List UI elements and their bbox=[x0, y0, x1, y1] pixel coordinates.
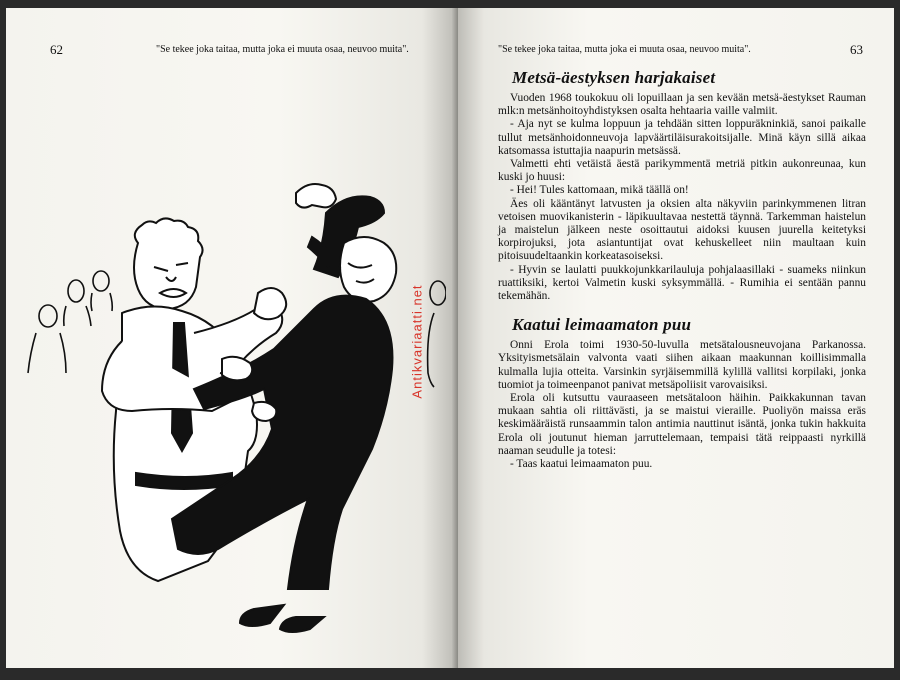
paragraph: Vuoden 1968 toukokuu oli lopuillaan ja sen kevään metsä-äestykset Rauman mlk:n metsänhoitoyhdistyksen osalta hehtaaria vaille valmiit. bbox=[498, 92, 866, 118]
paragraph: - Taas kaatui leimaamaton puu. bbox=[510, 458, 653, 471]
article-content bbox=[498, 68, 866, 471]
paragraph: Onni Erola toimi 1930-50-luvulla metsätalousneuvojana Parkanossa. Yksityismetsälain valvonta vaati siihen aikaan maakunnan koillisimmalla kulmalla lujia otteita. Varsinkin syrjäisemmillä kylillä vallitsi korpilaki, jonka tuomiot ja toimeenpanot panivat metsäpoliisit varovaisiksi. bbox=[498, 339, 866, 391]
right-page bbox=[458, 8, 894, 668]
left-page bbox=[6, 8, 458, 668]
page-number-left: 62 bbox=[50, 42, 63, 57]
paragraph: - Hei! Tules kattomaan, mikä täällä on! bbox=[510, 184, 689, 197]
watermark-text: Antikvariaatti.net bbox=[409, 284, 425, 399]
paragraph: - Aja nyt se kulma loppuun ja tehdään sitten loppuräkninkiä, sanoi paikalle tullut metsänhoidonneuvoja lapväärtiläisurakoitsijalle. Minä käyn sillä aikaa katsomassa istuttajia naapurin metsässä. bbox=[498, 118, 866, 157]
paragraph: Äes oli kääntänyt latvusten ja oksien alta näkyviin parinkymmenen litran vetoisen muovikanisterin - läpikuultavaa nestettä täynnä. Tarkemman haistelun ja maistelun jälkeen neste osoittautui aidoksi kuusen juurella keitetyksi korpirojuksi, jota asiantuntijat ovat kehuskelleet niin maultaan kuin pitoisuudeltaankin korkeatasoiseksi. bbox=[498, 197, 866, 263]
watermark bbox=[404, 260, 425, 430]
section-title-2: Kaatui leimaamaton puu bbox=[512, 315, 692, 335]
paragraph: Erola oli kutsuttu vauraaseen metsätaloon häihin. Paikkakunnan tavan mukaan sahtia oli riittävästi, ja se maistui vieraille. Puoliyön maissa eräs keskimääräistä runsaammin talon antimia nauttinut isäntä, jonka tukin hakkuita Erola oli joutunut hieman jarruttelemaan, tempaisi tätä reippaasti nyrkillä naaman seudulle ja totesi: bbox=[498, 392, 866, 457]
cartoon-illustration-fight bbox=[26, 173, 446, 643]
running-header-right: "Se tekee joka taitaa, mutta joka ei muuta osaa, neuvoo muita". bbox=[498, 44, 751, 55]
paragraph: Valmetti ehti vetäistä äestä parikymmentä metriä pitkin aukonreunaa, kun kuski jo huusi: bbox=[498, 158, 866, 184]
running-header-left: "Se tekee joka taitaa, mutta joka ei muuta osaa, neuvoo muita". bbox=[156, 44, 409, 55]
section-title-1: Metsä-äestyksen harjakaiset bbox=[512, 68, 716, 87]
page-number-right: 63 bbox=[850, 42, 863, 57]
paragraph: - Hyvin se laulatti puukkojunkkarilauluja pohjalaasillaki - suameks niinkun ruattiksiki, kertoi Valmetin kuski syksymmällä. - Rumihia ei sentään pannu tekemähän. bbox=[498, 263, 866, 303]
